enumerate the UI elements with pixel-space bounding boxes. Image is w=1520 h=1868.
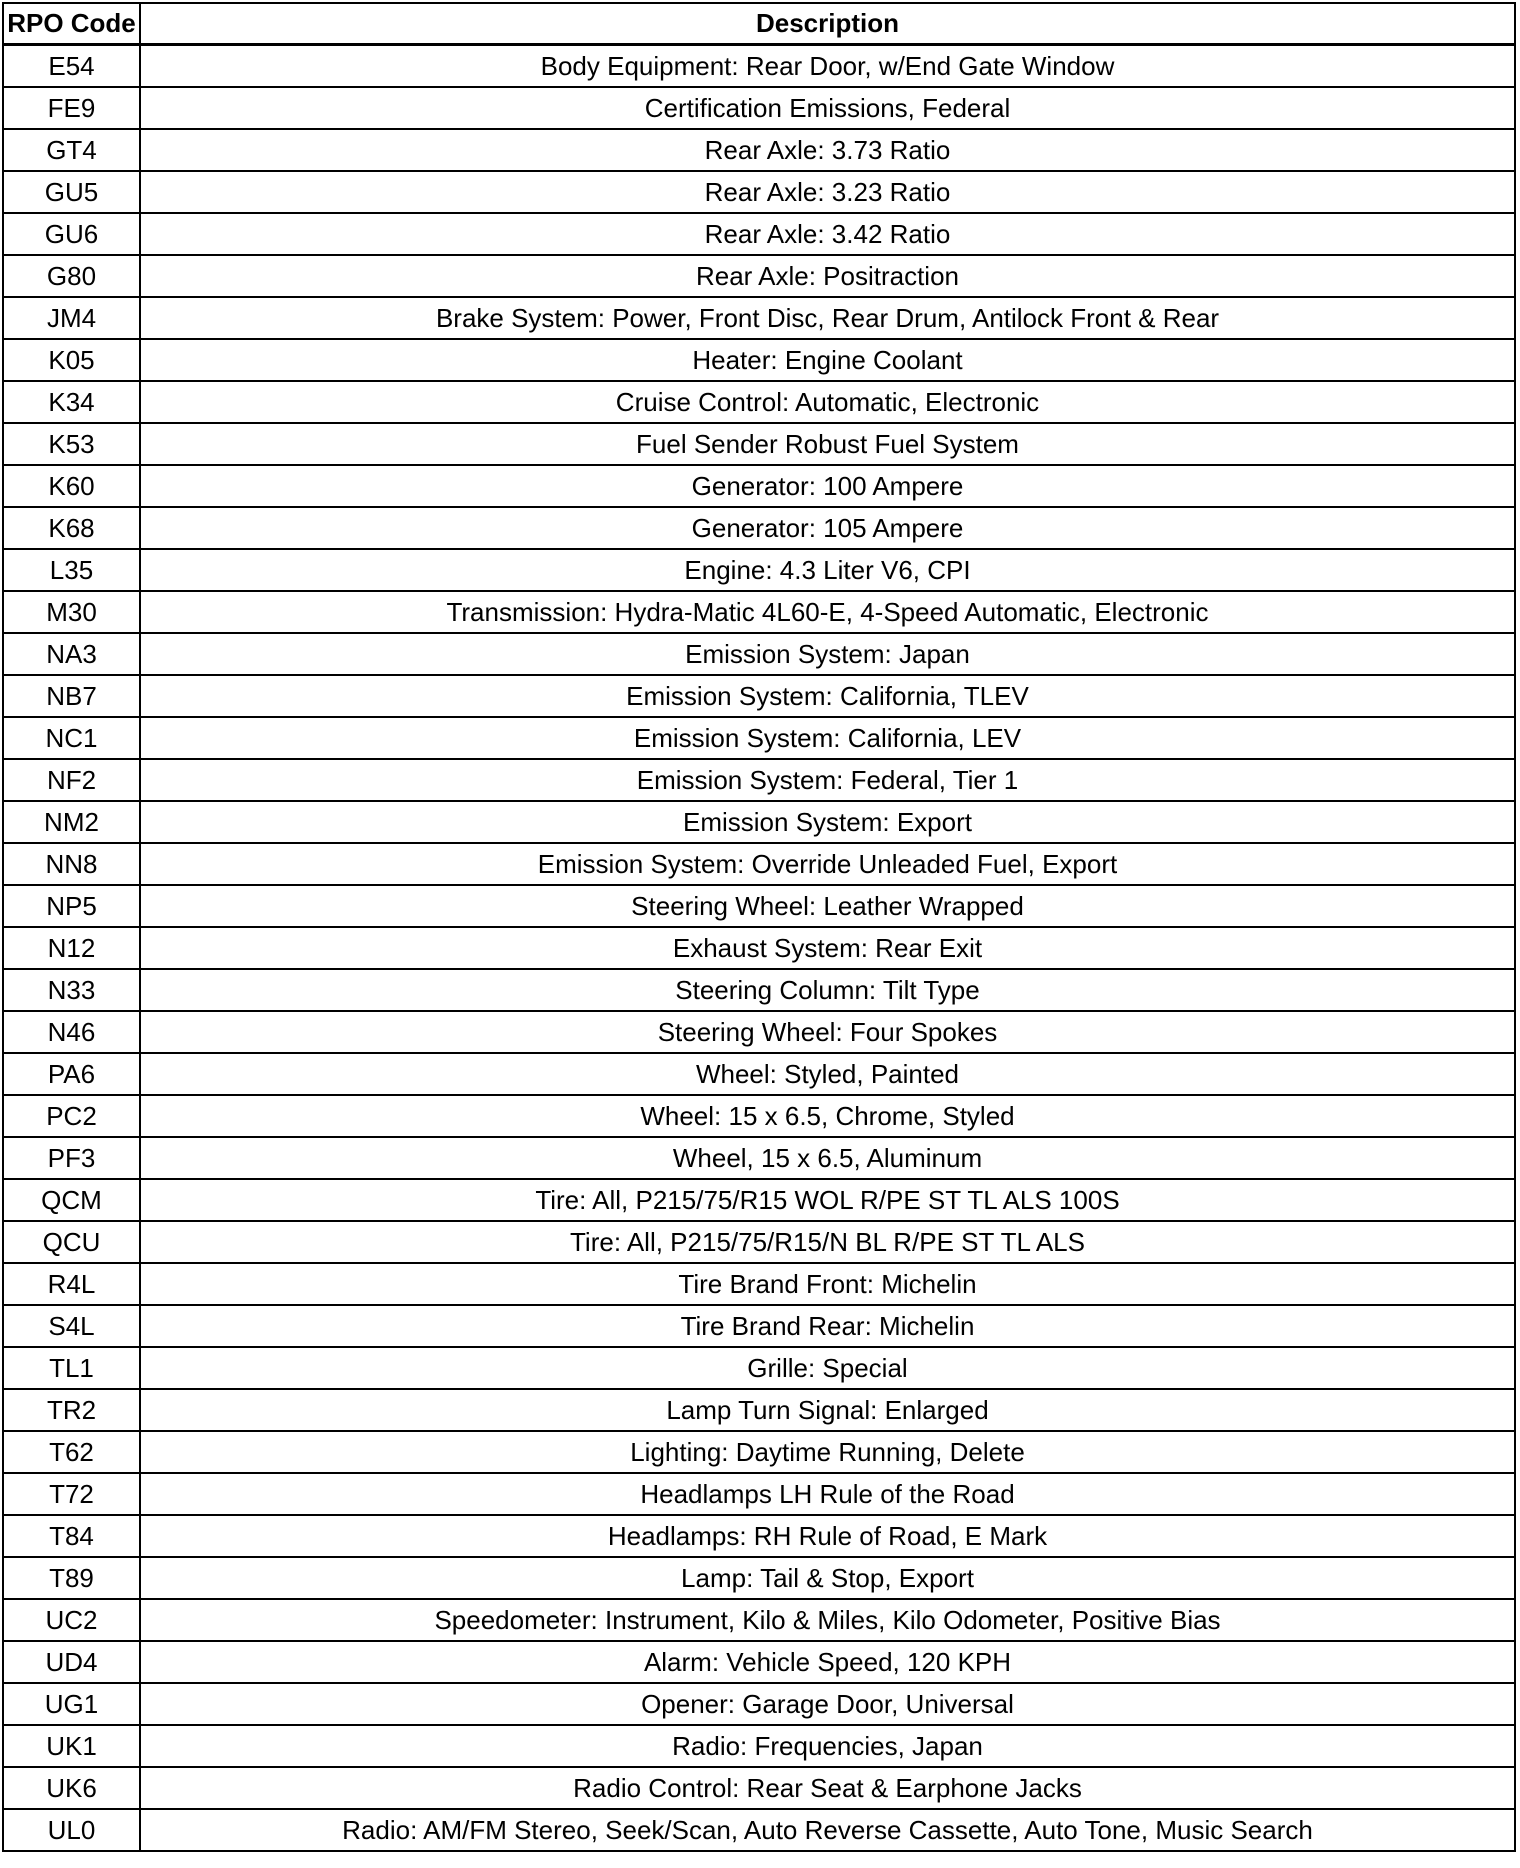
rpo-code-cell: NF2 [3,759,140,801]
description-cell: Emission System: Federal, Tier 1 [140,759,1515,801]
description-cell: Certification Emissions, Federal [140,87,1515,129]
table-row [3,591,1515,633]
rpo-code-cell: R4L [3,1263,140,1305]
description-cell: Brake System: Power, Front Disc, Rear Drum, Antilock Front & Rear [140,297,1515,339]
rpo-code-cell: QCM [3,1179,140,1221]
table-row [3,45,1515,88]
table-row [3,843,1515,885]
rpo-code-cell: GU5 [3,171,140,213]
table-body [3,45,1515,1852]
description-cell: Body Equipment: Rear Door, w/End Gate Window [140,45,1515,88]
description-cell: Fuel Sender Robust Fuel System [140,423,1515,465]
table-row [3,801,1515,843]
rpo-code-cell: PA6 [3,1053,140,1095]
rpo-code-cell: NN8 [3,843,140,885]
description-cell: Emission System: Japan [140,633,1515,675]
table-header-row [3,3,1515,45]
description-cell: Alarm: Vehicle Speed, 120 KPH [140,1641,1515,1683]
table-row [3,1767,1515,1809]
description-cell: Generator: 105 Ampere [140,507,1515,549]
description-cell: Emission System: Override Unleaded Fuel, Export [140,843,1515,885]
rpo-code-cell: T89 [3,1557,140,1599]
table-row [3,1095,1515,1137]
rpo-code-cell: T72 [3,1473,140,1515]
rpo-code-cell: NM2 [3,801,140,843]
description-cell: Wheel: 15 x 6.5, Chrome, Styled [140,1095,1515,1137]
rpo-code-cell: G80 [3,255,140,297]
rpo-code-cell: TR2 [3,1389,140,1431]
rpo-code-cell: GU6 [3,213,140,255]
rpo-code-cell: QCU [3,1221,140,1263]
description-cell: Lamp: Tail & Stop, Export [140,1557,1515,1599]
description-cell: Exhaust System: Rear Exit [140,927,1515,969]
description-cell: Grille: Special [140,1347,1515,1389]
description-cell: Opener: Garage Door, Universal [140,1683,1515,1725]
rpo-code-cell: NB7 [3,675,140,717]
description-cell: Steering Column: Tilt Type [140,969,1515,1011]
rpo-code-cell: GT4 [3,129,140,171]
table-row [3,1053,1515,1095]
description-cell: Emission System: California, TLEV [140,675,1515,717]
description-cell: Radio: Frequencies, Japan [140,1725,1515,1767]
table-row [3,885,1515,927]
table-row [3,1305,1515,1347]
description-cell: Rear Axle: 3.73 Ratio [140,129,1515,171]
description-cell: Cruise Control: Automatic, Electronic [140,381,1515,423]
rpo-code-cell: NP5 [3,885,140,927]
description-column-header: Description [140,3,1515,45]
table-row [3,129,1515,171]
rpo-code-cell: JM4 [3,297,140,339]
rpo-code-cell: T84 [3,1515,140,1557]
table-row [3,1599,1515,1641]
table-row [3,675,1515,717]
description-cell: Tire: All, P215/75/R15 WOL R/PE ST TL ALS 100S [140,1179,1515,1221]
description-cell: Heater: Engine Coolant [140,339,1515,381]
description-cell: Emission System: Export [140,801,1515,843]
description-cell: Transmission: Hydra-Matic 4L60-E, 4-Speed Automatic, Electronic [140,591,1515,633]
rpo-code-cell: UK6 [3,1767,140,1809]
table-row [3,1641,1515,1683]
description-cell: Speedometer: Instrument, Kilo & Miles, Kilo Odometer, Positive Bias [140,1599,1515,1641]
table-row [3,927,1515,969]
rpo-code-cell: K68 [3,507,140,549]
description-cell: Rear Axle: 3.23 Ratio [140,171,1515,213]
rpo-code-cell: PC2 [3,1095,140,1137]
table-row [3,507,1515,549]
description-cell: Rear Axle: Positraction [140,255,1515,297]
rpo-code-column-header: RPO Code [3,3,140,45]
rpo-code-cell: N12 [3,927,140,969]
description-cell: Radio Control: Rear Seat & Earphone Jacks [140,1767,1515,1809]
table-row [3,87,1515,129]
rpo-code-cell: N33 [3,969,140,1011]
rpo-code-cell: E54 [3,45,140,88]
description-cell: Lamp Turn Signal: Enlarged [140,1389,1515,1431]
table-row [3,1809,1515,1851]
rpo-code-cell: L35 [3,549,140,591]
table-row [3,1347,1515,1389]
rpo-code-cell: K60 [3,465,140,507]
description-cell: Lighting: Daytime Running, Delete [140,1431,1515,1473]
table-row [3,255,1515,297]
description-cell: Steering Wheel: Four Spokes [140,1011,1515,1053]
table-row [3,1431,1515,1473]
description-cell: Tire Brand Front: Michelin [140,1263,1515,1305]
table-row [3,339,1515,381]
table-row [3,297,1515,339]
table-row [3,171,1515,213]
table-row [3,1473,1515,1515]
table-row [3,1683,1515,1725]
rpo-code-cell: M30 [3,591,140,633]
table-row [3,213,1515,255]
table-row [3,1389,1515,1431]
description-cell: Steering Wheel: Leather Wrapped [140,885,1515,927]
description-cell: Tire: All, P215/75/R15/N BL R/PE ST TL ALS [140,1221,1515,1263]
description-cell: Radio: AM/FM Stereo, Seek/Scan, Auto Reverse Cassette, Auto Tone, Music Search [140,1809,1515,1851]
rpo-code-cell: K05 [3,339,140,381]
rpo-code-cell: K34 [3,381,140,423]
rpo-code-table [2,2,1516,1852]
rpo-code-cell: FE9 [3,87,140,129]
rpo-code-cell: T62 [3,1431,140,1473]
description-cell: Wheel: Styled, Painted [140,1053,1515,1095]
table-row [3,1515,1515,1557]
table-row [3,717,1515,759]
table-row [3,465,1515,507]
description-cell: Engine: 4.3 Liter V6, CPI [140,549,1515,591]
rpo-code-cell: NA3 [3,633,140,675]
description-cell: Headlamps LH Rule of the Road [140,1473,1515,1515]
table-row [3,633,1515,675]
table-row [3,549,1515,591]
table-row [3,759,1515,801]
rpo-code-cell: UG1 [3,1683,140,1725]
rpo-code-cell: S4L [3,1305,140,1347]
rpo-code-cell: PF3 [3,1137,140,1179]
table-row [3,969,1515,1011]
table-row [3,1137,1515,1179]
table-row [3,1179,1515,1221]
rpo-code-cell: TL1 [3,1347,140,1389]
rpo-code-cell: NC1 [3,717,140,759]
description-cell: Emission System: California, LEV [140,717,1515,759]
table-row [3,1725,1515,1767]
description-cell: Rear Axle: 3.42 Ratio [140,213,1515,255]
description-cell: Generator: 100 Ampere [140,465,1515,507]
table-row [3,1011,1515,1053]
table-row [3,1557,1515,1599]
table-row [3,1221,1515,1263]
rpo-code-cell: UD4 [3,1641,140,1683]
rpo-code-cell: N46 [3,1011,140,1053]
description-cell: Headlamps: RH Rule of Road, E Mark [140,1515,1515,1557]
rpo-code-cell: UC2 [3,1599,140,1641]
rpo-code-cell: UL0 [3,1809,140,1851]
table-row [3,381,1515,423]
rpo-code-cell: K53 [3,423,140,465]
table-row [3,423,1515,465]
rpo-code-cell: UK1 [3,1725,140,1767]
description-cell: Tire Brand Rear: Michelin [140,1305,1515,1347]
description-cell: Wheel, 15 x 6.5, Aluminum [140,1137,1515,1179]
table-row [3,1263,1515,1305]
